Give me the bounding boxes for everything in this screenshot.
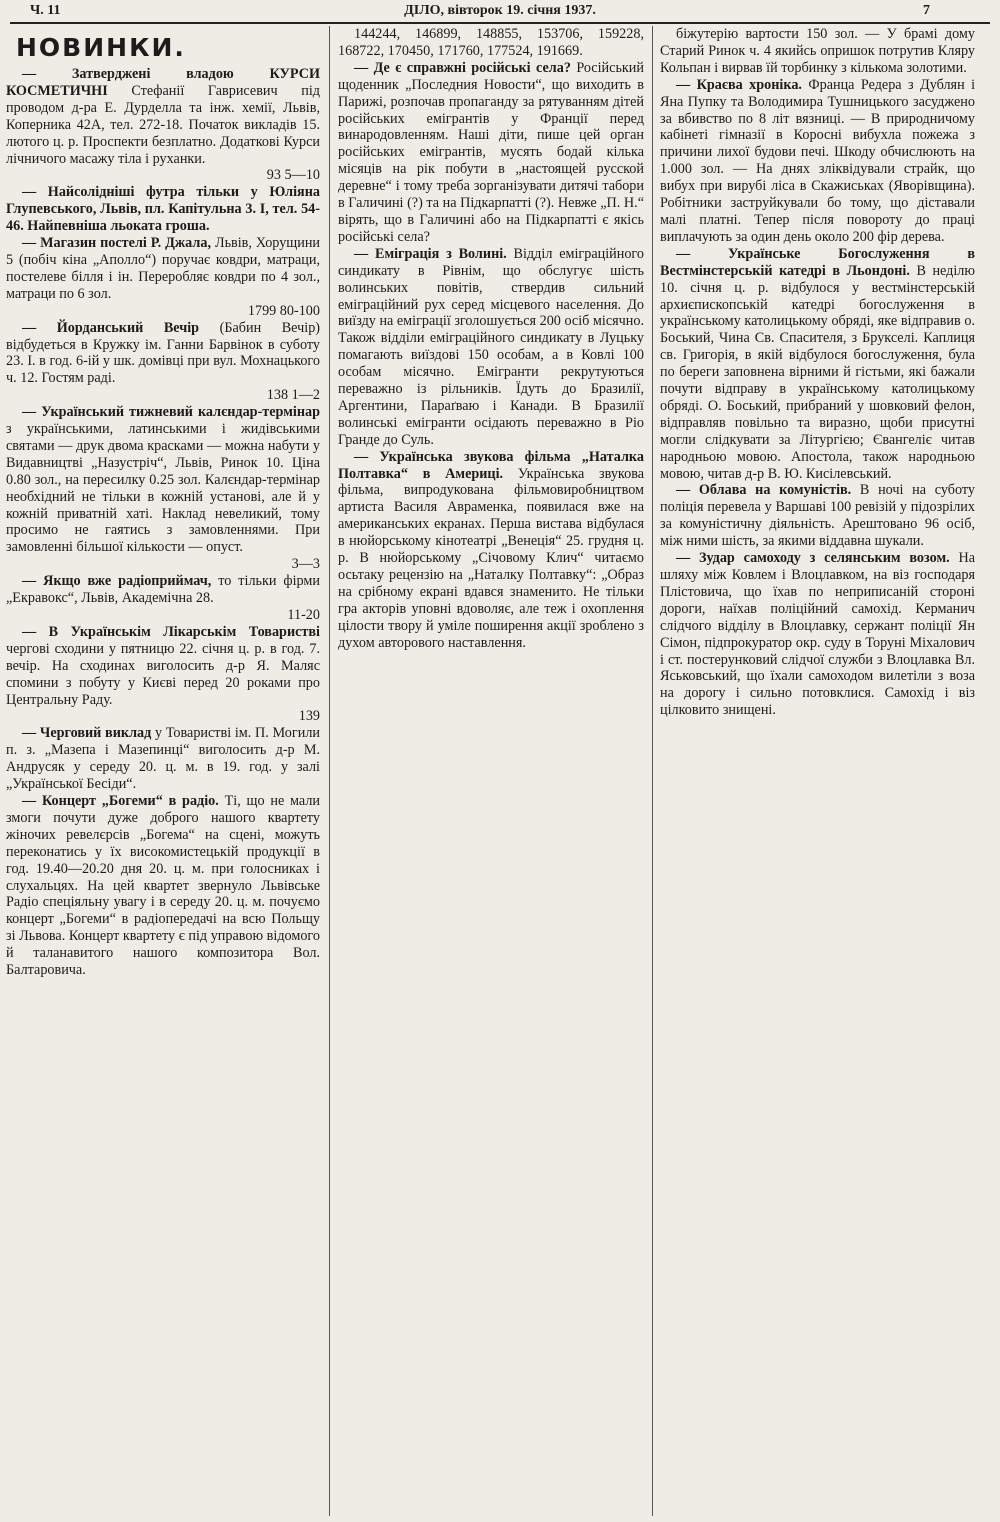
news-item-text: чергові сходини у пятницю 22. січня ц. р. в год. 7. вечір. На сходинах виголосить д-р Я. Маляс спомини з побуту у Києві перед 20 роками про Центральну Раду.: [6, 640, 320, 708]
news-item-headline: — Облава на комуністів.: [676, 482, 852, 499]
news-item: [6, 320, 320, 405]
news-item-text: Відділ еміграційного синдикату в Рівнім, що обслугує шість волинських повітів, ствердив сильний еміграційний рух серед місцевого населення. До виїзду на еміграції зголошується 200 осіб місячно. Також відділи еміграційного синдикату в Луцьку помагають виїздові 150 особам, а в Ковлі 100 особам місячно. Емігранти рекрутуються переважно із рільників. Їдуть до Бразилії, Аргентини, Параґваю і Канади. В Бразилії волинські емігранти осідають переважно в Ріо Гранде до Суль.: [338, 245, 644, 448]
news-item: [338, 246, 644, 449]
news-item-text: Ті, що не мали змоги почути дуже доброго нашого квартету жіночих ревелєрсів „Богема“ на сцені, можуть переконатись у їх високомистецькій продукції в год. 19.40—20.20 дня 20. ц. м. при голосниках і слухальцях. На цей квартет звернуло Львівське Радіо спеціяльну увагу і в середу 20. ц. м. почуємо концерт „Богеми“ в радіопередачі на всю Польщу зі Львова. Концерт квартету є під управою відомого й таланавитого нашого композитора Вол. Балтаровича.: [6, 792, 320, 979]
page-number: 7: [923, 3, 930, 18]
news-item-text: Українська звукова фільма, випродукована фільмовиробництвом артиста Василя Авраменка, появилася вже на американських екранах. Перша вистава відбулася в нюйорському кінотеатрі „Венеція“ 25. грудня ц. р. В нюйорському „Січовому Клич“ читаємо осьтаку рецензію на „Наталку Полтавку“: „Образ на срібному екрані вдався знаменито. Не тільки гра акторів уповні вдоволяє, але теж і охоплення цілости твору й уміле поширення акції зроблено з духом авторового наставлення.: [338, 465, 644, 651]
news-item-text: Франца Редера з Дублян і Яна Пупку та Володимира Тушницького засуджено за вбивство по 8 літ вязниці. — В природничому кабінеті гімназії в Коросні вибухла пожежа з причини лихої будови печі. Шкоду обчислюють на 1.000 зол. — На днях зліквідували страйк, що вибух при вирубі ліса в Скажиськах (Яворівщина). Робітники заструйкували бо тому, що діставали малі платні. Тепер після повороту до праці виплачують за один день около 200 фір дерева.: [660, 76, 975, 245]
news-item: [6, 793, 320, 979]
news-item-headline: — Краєва хроніка.: [676, 76, 802, 93]
news-item: [660, 26, 975, 77]
ad-code: 1799 80-100: [247, 302, 320, 319]
news-item-headline: — Затверджені владою КУРСИ КОСМЕТИЧНІ: [6, 66, 320, 99]
ad-code: 138 1—2: [266, 387, 320, 404]
news-item-headline: — Йорданський Вечір: [22, 319, 200, 336]
news-item-headline: — Зудар самоходу з селянським возом.: [676, 550, 950, 567]
news-item-text: На шляху між Ковлем і Влоцлавком, на віз господаря Плістовича, що їхав по неприписаній стороні дороги, наїхав поліційний самохід. Керманич слідчого відділу в Влоцлавку, сержант поліції Ян Сімон, підпрокуратор окр. суду в Торуні Міхалович і ст. постерунковий слідчої служби з Влоцлавка Вл. Яськовський, що їхали самоходом вилетіли з воза на дорогу і сильно потовклися. Самохід і віз цілковито знищені.: [660, 550, 975, 719]
news-item-text: Стефанії Гаврисевич під проводом д-ра Е. Дурделла та інж. хемії, Львів, Коперника 42А, тел. 272-18. Початок викладів 15. лютого ц. р. Проспекти безплатно. Додаткові Курси лічничого масажу тіла і руханки.: [6, 82, 320, 167]
news-item-headline: — Де є справжні російські села?: [354, 59, 571, 76]
issue-number: Ч. 11: [30, 3, 61, 18]
news-item-text: то тільки фірми „Екравокс“, Львів, Академічна 28.: [6, 573, 320, 607]
news-item-headline: — Українське Богослуження в Вестмінстерській катедрі в Льондоні.: [660, 245, 975, 279]
column-2: [338, 26, 644, 1516]
masthead: [10, 2, 990, 24]
news-item-headline: — Український тижневий калєндар-термінар: [22, 404, 320, 421]
ad-code: 11-20: [287, 607, 320, 623]
column-1: [6, 26, 320, 1516]
column-divider: [652, 26, 653, 1516]
news-item: [6, 184, 320, 235]
news-item-text: біжутерію вартости 150 зол. — У брамі дому Старий Ринок ч. 4 якийсь опришок потрутив Кляру Кольпан і вирвав їй торбинку з кількома золотими.: [660, 26, 975, 76]
news-item-text: з українськими, латинськими і жидівськими святами — друк двома красками — можна набути у Видавництві „Назустріч“, Львів, Ринок 10. Ціна 0.80 зол., на пересилку 0.25 зол. Калєндар-термінар необхідний не тільки в кожній установі, але й у кожній приватній хаті. Наклад невеликий, тому просимо не гаятись з замовленнями. При замовленні більшої кількости — опуст.: [6, 421, 320, 556]
news-item-headline: — Еміграція з Волині.: [354, 245, 507, 262]
news-item-text: 144244, 146899, 148855, 153706, 159228, 168722, 170450, 171760, 177524, 191669.: [338, 26, 644, 59]
news-item: [6, 235, 320, 320]
news-item-text: у Товаристві ім. П. Могили п. з. „Мазепа і Мазепинці“ виголосить д-р М. Андрусяк у середу 20. ц. м. в 19. год. у залі „Української Бесіди“.: [6, 725, 320, 793]
column-3: [660, 26, 975, 1516]
news-item: [660, 482, 975, 550]
ad-code: 139: [298, 708, 320, 725]
news-item-text: В ночі на суботу поліція перевела у Варшаві 100 ревізій у підозрілих за комуністичну діяльність. Арештовано 96 осіб, між ними шість, за якими віддавна шукали.: [660, 482, 975, 550]
news-item: [660, 550, 975, 719]
column-divider: [329, 26, 330, 1516]
news-item: [338, 26, 644, 60]
news-item: [6, 624, 320, 725]
news-item-headline: — Концерт „Богеми“ в радіо.: [22, 792, 219, 809]
news-item: [660, 246, 975, 483]
news-item-headline: — Черговий виклад: [22, 725, 152, 742]
news-item: [338, 60, 644, 246]
news-item-text: (Бабин Вечір) відбудеться в Кружку ім. Ганни Барвінок в суботу 23. І. в год. 6-ій у шк. домівці при вул. Мохнацького ч. 12. Гостям раді.: [6, 319, 320, 387]
news-item-headline: — Якщо вже радіоприймач,: [22, 573, 212, 590]
newspaper-title: ДІЛО, вівторок 19. січня 1937.: [404, 3, 596, 18]
news-item-text: В неділю 10. січня ц. р. відбулося у вестмінстерській архиєпископській катедрі богослуження в українському католицькому обряді, яке відправив о. Боський, Чина Св. Спасителя, з Брукселі. Каплиця св. Григорія, в якій відбулося богослуження, була по береги заповнена вірними й гістьми, які бажали почути відправу в українському католицькому обряді. О. Боський, прибраний у шовковий фелон, відправляв повільно та виразно, щоби присутні могли слідкувати за Літургією; Євангеліє читав народньою мовою. Апостола, також народньою мовою, читав д-р В. Ю. Кисілевський.: [660, 262, 975, 482]
ad-code: 3—3: [291, 556, 320, 573]
news-item-text: Львів, Хорущини 5 (побіч кіна „Аполло“) поручає ковдри, матраци, постелеве білля і ін. Переробляє ковдри по 4 зол., матраци по 6 зол.: [6, 235, 320, 302]
news-item: [338, 449, 644, 652]
ad-code: 93 5—10: [266, 167, 320, 184]
news-item-headline: — Магазин постелі Р. Джала,: [22, 235, 212, 252]
news-item: [6, 573, 320, 624]
news-item: [660, 77, 975, 246]
news-item-headline: — В Українськім Лікарськім Товаристві: [22, 623, 320, 640]
news-item: [6, 66, 320, 184]
news-item-text: Російський щоденник „Последния Новости“, що виходить в Парижі, розпочав пропаганду за рятуванням дітей російських емігрантів у Франції перед винародовленням. Наші діти, пише цей орган російських емігрантів, мусять бодай кілька місяців на рік побути в „настоящей русской деревне“ і тому треба зорганізувати дитячі табори в Галичині (?) та на Підкарпатті (?). Невже „П. Н.“ вірять, що в Галичині або на Підкарпатті є якісь російські села?: [338, 59, 644, 245]
news-item: [6, 725, 320, 793]
news-item: [6, 404, 320, 573]
news-item-headline: — Найсолідніші футра тільки у Юліяна Глупевського, Львів, пл. Капітульна 3. І, тел. 54-46. Найпевніша льоката гроша.: [6, 184, 320, 235]
news-item-headline: — Українська звукова фільма „Наталка Полтавка“ в Америці.: [338, 448, 644, 482]
section-title: НОВИНКИ.: [16, 33, 186, 62]
